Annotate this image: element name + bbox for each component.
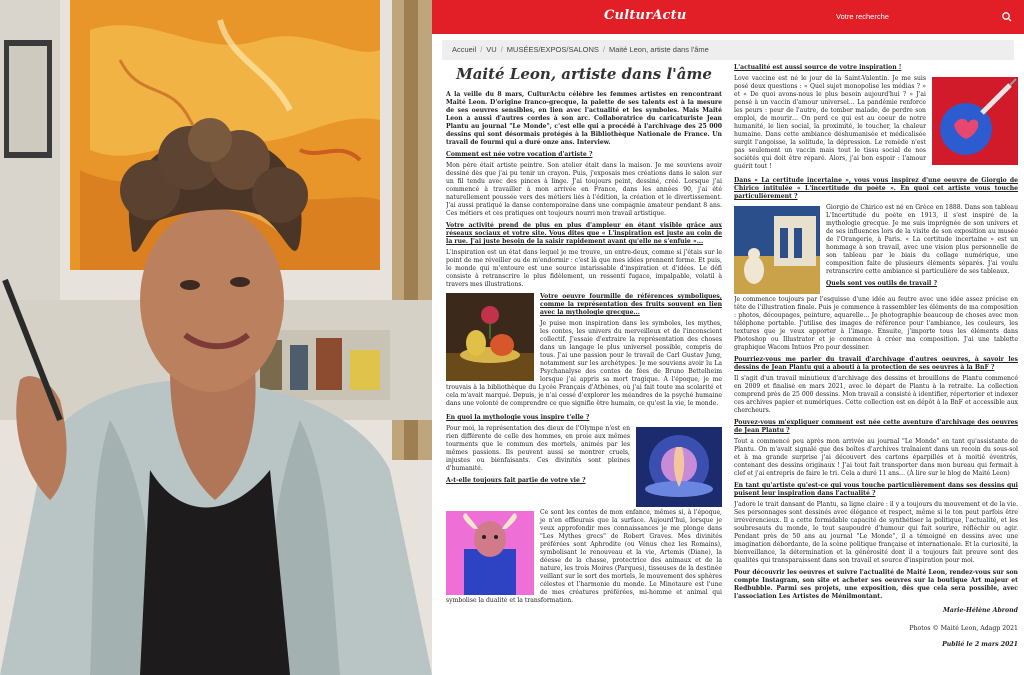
answer-3: Je puise mon inspiration dans les symboles, les mythes, les contes, les univers du merveilleux et de l'inconscient collectif. J'essaie d'extraire la représentation des choses dans un langage le plus universel possible, compris de tous. J'ai une passion pour le travail de Carl Gustav Jung, notamment sur les archétypes. Je me souviens avoir lu La Psychanalyse des contes de fées de Bruno Bettelheim lorsque j'ai appris sa mort tragique. A l'époque, je me trouvais à la bibliothèque du Lycée Français d'Athènes, où j'ai fait toute ma scolarité et cela m'avait marqué. Depuis, je n'ai cessé d'explorer les méandres de la psyché humaine dans une volonté de comprendre ce que signifie être humain, ce qu'est la vie, le monde. xyxy=(446,320,722,407)
breadcrumb-current: Maité Leon, artiste dans l'âme xyxy=(609,45,709,54)
question-5: A-t-elle toujours fait partie de votre vie ? xyxy=(446,477,586,484)
breadcrumb-vu[interactable]: VU xyxy=(486,45,497,54)
author-name: Marie-Hélène Abrond xyxy=(943,607,1018,614)
question-2: Votre activité prend de plus en plus d'ampleur en étant visible grâce aux réseaux sociaux et votre site. Vous dites que « L'inspiration est juste au coin de la rue. J'ai juste besoin de la saisir rapidement avant qu'elle ne s'enfuie »... xyxy=(446,222,722,245)
answer-5: Ce sont les contes de mon enfance, mêmes si, à l'époque, je n'en effleurais que la surface. Aujourd'hui, lorsque je veux approfondir mes connaissances je me plonge dans "Les Mythes grecs" de Robert Graves. Mes divinités préférées sont Aphrodite (ou Vénus chez les Romains), symbolisant le renouveau et la vie, Artemis (Diane), la déesse de la chasse, protectrice des animaux et de la nature, les trois Moires (Parques), tisseuses de la destinée veillant sur le sort des mortels, le mouvement des sphères célestes et l'harmonie du monde. Le Minotaure est l'une de mes créatures préférées, mi-homme et animal qui symbolise la dualité et la transformation. xyxy=(446,509,722,604)
article-column-left xyxy=(446,62,722,670)
article-webpage xyxy=(432,0,1024,675)
question-3: Votre oeuvre fourmille de références symboliques, comme la représentation des fruits souvent en lien avec la mythologie grecque... xyxy=(540,293,722,316)
question-10: Pouvez-vous m'expliquer comment est née cette aventure d'archivage des oeuvres de Jean Plantu ? xyxy=(734,419,1018,434)
publication-date: Publié le 2 mars 2021 xyxy=(942,641,1018,648)
question-1: Comment est née votre vocation d'artiste ? xyxy=(446,151,593,158)
answer-9: Il s'agit d'un travail minutieux d'archivage des dessins et brouillons de Plantu commencé en 2009 et finalisé en mars 2021, avec le départ de Plantu à la retraite. La collection comprend près de 25 000 dessins. Mon travail a consisté à identifier, répertorier et indexer ces archives papier et numériques. Cette collection est en dépôt à la BnF et accessible aux chercheurs. xyxy=(734,375,1018,414)
answer-11: J'adore le trait dansant de Plantu, sa ligne claire : il y a toujours du mouvement et de la vie. Ses personnages sont dessinés avec élégance et respect, même si le ton peut parfois être irrévérencieux. Il a cette formidable capacité de synthétiser la politique, l'actualité, et les soubresauts du monde, le tout saupoudré d'humour qui fait sourire, réfléchir ou agir. Pendant près de 50 ans au journal "Le Monde", il a témoigné en dessins avec une imagination débordante, de la scène politique française et internationale. Et la curiosité, la bienveillance, la détermination et la générosité dont il a toujours fait preuve sont des qualités qui transparaissent dans son travail et source d'inspiration pour moi. xyxy=(734,501,1018,564)
breadcrumb: Accueil / VU / MUSÉES/EXPOS/SALONS / Maité Leon, artiste dans l'âme xyxy=(442,40,1014,60)
love-vaccine-artwork-image[interactable] xyxy=(932,77,1018,165)
aphrodite-artwork-image[interactable] xyxy=(636,427,722,507)
answer-7: Giorgio de Chirico est né en Grèce en 1888. Dans son tableau L'Incertitude du poète en 1913, il s'est inspiré de la mythologie grecque. Je me suis imprégnée de son univers et de ses influences lors de la visite de son exposition au musée de l'Orangerie, à Paris. « La certitude incertaine » est un hommage à son travail, avec une vision plus personnelle de son tableau par le biais du collage numérique, une composition faite de plusieurs éléments séparés. J'ai voulu retranscrire cette ambiance si particulière de ses tableaux. xyxy=(826,204,1018,275)
site-logo[interactable]: CulturActu xyxy=(604,8,687,23)
answer-10: Tout a commencé peu après mon arrivée au journal "Le Monde" en tant qu'assistante de Plantu. On m'avait signalé que des boîtes d'archives traînaient dans un recoin du sous-sol et à ma grande surprise j'ai découvert des cartons éparpillés et à moitié éventrés, contenant des dessins originaux ! J'ai tout fait transporter dans mon bureau qui fermait à clef et j'ai entrepris de faire le tri. Cela a duré 11 ans… (À lire sur le blog de Maité Leon) xyxy=(734,438,1018,477)
answer-2: L'inspiration est un état dans lequel je me trouve, un entre-deux, comme si j'étais sur le point de me réveiller ou de m'endormir : c'est là que mes idées prennent forme. Et puis, le monde qui m'entoure est une source intarissable d'inspiration et d'idées. Le défi consiste à retranscrire le plus fidèlement, un ressenti fugace, impalpable, volatil à travers mes illustrations. xyxy=(446,249,722,288)
question-11: En tant qu'artiste qu'est-ce qui vous touche particulièrement dans ses dessins qui puisent leur inspiration dans l'actualité ? xyxy=(734,482,1018,497)
minotaur-artwork-image[interactable] xyxy=(446,511,534,595)
question-6: L'actualité est aussi source de votre inspiration ! xyxy=(734,64,902,71)
breadcrumb-musees[interactable]: MUSÉES/EXPOS/SALONS xyxy=(506,45,599,54)
search-icon[interactable] xyxy=(1000,10,1014,24)
question-9: Pourriez-vous me parler du travail d'archivage d'autres oeuvres, à savoir les dessins de Jean Plantu qui a abouti à la protection de ses oeuvres à la BnF ? xyxy=(734,356,1018,371)
breadcrumb-home[interactable]: Accueil xyxy=(452,45,477,54)
certitude-incertaine-artwork-image[interactable] xyxy=(734,206,820,294)
answer-1: Mon père était artiste peintre. Son atelier était dans la maison. Je me souviens avoir dessiné dès que j'ai pu tenir un crayon. Puis, j'exposais mes créations dans le salon sur un fil tendu avec des pinces à linge. J'ai toujours peint, dessiné, créé. Lorsque j'ai commencé à travailler à mon arrivée en France, dans les années 90, j'ai été naturellement poussée vers des métiers liés à l'édition, la création et le divertissement. J'ai aussi pratiqué la danse contemporaine dans une compagnie amateur pendant 8 ans. Ces métiers et ces pratiques ont toujours nourri mon travail artistique. xyxy=(446,162,722,217)
article-intro: A la veille du 8 mars, CulturActu célèbre les femmes artistes en rencontrant Maité Leon. D'origine franco-grecque, la palette de ses talents est à la mesure de ses oeuvres sensibles, en lien avec l'actualité et les symboles. Mais Maité Leon a aussi d'autres cordes à son arc. Collaboratrice du caricaturiste Jean Plantu au journal "Le Monde", c'est elle qui a procédé à l'archivage des 25 000 dessins qui sont désormais protégés à la Bibliothèque Nationale de France. Un travail de fourmi qui a duré onze ans. Interview. xyxy=(446,91,722,146)
question-8: Quels sont vos outils de travail ? xyxy=(826,280,938,287)
site-header xyxy=(432,0,1024,34)
article-outro: Pour découvrir les oeuvres et suivre l'actualité de Maité Leon, rendez-vous sur son compte Instagram, son site et acheter ses oeuvres sur la boutique Art majeur et Redbubble. Parmi ses projets, une exposition, dès que cela sera possible, avec l'association Les Artistes de Ménilmontant. xyxy=(734,569,1018,600)
photo-credit: Photos © Maité Leon, Adagp 2021 xyxy=(909,625,1018,632)
article-title: Maité Leon, artiste dans l'âme xyxy=(456,65,712,83)
question-7: Dans « La certitude incertaine », vous vous inspirez d'une oeuvre de Giorgio de Chirico intitulée « L'incertitude du poète ». En quoi cet artiste vous touche particulièrement ? xyxy=(734,177,1018,200)
question-4: En quoi la mythologie vous inspire t'elle ? xyxy=(446,414,590,421)
search-label[interactable]: Votre recherche xyxy=(836,12,889,21)
answer-8: Je commence toujours par l'esquisse d'une idée au feutre avec une idée assez précise en tête de l'illustration finale. Puis je commence à rassembler les éléments de ma composition : photos, découpages, peinture, aquarelle… Je photographie beaucoup de choses avec mon téléphone portable. J'utilise des images de référence pour l'ambiance, les couleurs, les textures que je veux apporter à l'image. Ensuite, j'importe tous les éléments dans Photoshop ou Illustrator et je commence à créer ma composition. J'ai une tablette graphique Wacom Intuos Pro pour dessiner. xyxy=(734,296,1018,351)
fruit-artwork-image[interactable] xyxy=(446,293,534,381)
artist-portrait-photo xyxy=(0,0,432,675)
answer-6: Love vaccine est né le jour de la Saint-Valentin. Je me suis posé deux questions : « Quel sujet monopolise les médias ? » et « De quoi avons-nous le plus besoin aujourd'hui ? » J'ai pensé à un vaccin d'amour universel… La pandémie renforce les peurs : peur de l'autre, de tomber malade, de perdre son emploi, de mourir… On perd ce qui est au coeur de notre humanité, le lien social, la proximité, le toucher, la chaleur humaine. Dans cette ambiance déshumanisée et médicalisée surgit l'angoisse, la solitude, la dépression. Le remède n'est pas seulement un vaccin mais tout le tissu social de nos sociétés qui doit être réparé. Alors, j'ai bon espoir : l'amour guérit tout ! xyxy=(734,75,926,170)
answer-4: Pour moi, la représentation des dieux de l'Olympe n'est en rien différente de celle des hommes, en proie aux mêmes tourments que le commun des mortels, animés par les mêmes passions. Ils peuvent aussi se montrer cruels, injustes ou bienfaisants. Ces divinités sont pleines d'humanité. xyxy=(446,425,630,472)
article-column-right xyxy=(734,62,1018,670)
